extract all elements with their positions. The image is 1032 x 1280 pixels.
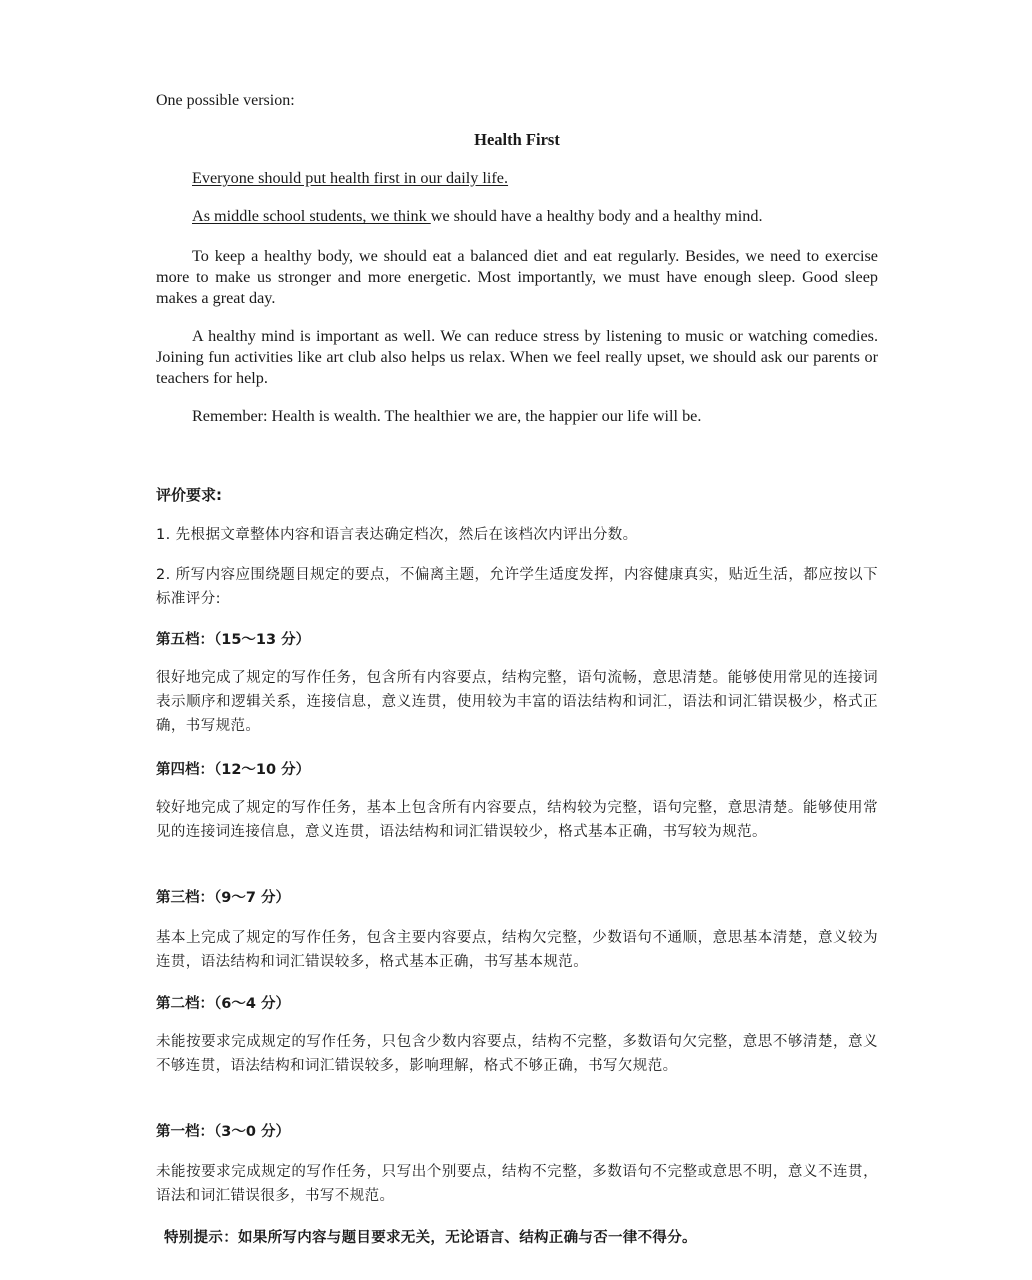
- essay-sentence-underlined: Everyone should put health first in our daily life.: [192, 169, 509, 187]
- level-3-description: 基本上完成了规定的写作任务，包含主要内容要点，结构欠完整，少数语句不通顺，意思基本清楚，意义较为连贯，语法结构和词汇错误较多，格式基本正确，书写基本规范。: [156, 930, 878, 970]
- essay-paragraph-1: [156, 168, 878, 189]
- essay-phrase-underlined: As middle school students, we think: [192, 207, 431, 225]
- essay-phrase-rest: we should have a healthy body and a healthy mind.: [430, 207, 763, 225]
- level-4-description: 较好地完成了规定的写作任务，基本上包含所有内容要点，结构较为完整，语句完整，意思清楚。能够使用常见的连接词连接信息，意义连贯，语法结构和词汇错误较少，格式基本正确，书写较为规范。: [156, 800, 878, 840]
- essay-paragraph-3: To keep a healthy body, we should eat a balanced diet and eat regularly. Besides, we need to exercise more to make us stronger and more energetic. Most importantly, we must have enough sleep. Good sleep makes a great day.: [156, 247, 878, 307]
- intro-label: One possible version:: [156, 92, 295, 109]
- level-4-title: 第四档：（12～10 分）: [156, 762, 311, 778]
- level-5-description: 很好地完成了规定的写作任务，包含所有内容要点，结构完整，语句流畅，意思清楚。能够使用常见的连接词表示顺序和逻辑关系，连接信息，意义连贯，使用较为丰富的语法结构和词汇，语法和词汇错误极少，格式正确，书写规范。: [156, 670, 878, 734]
- level-5-title: 第五档：（15～13 分）: [156, 632, 311, 648]
- level-2-title: 第二档：（6～4 分）: [156, 996, 290, 1012]
- essay-title: Health First: [474, 130, 560, 149]
- essay-paragraph-2: [156, 206, 878, 227]
- rubric-heading: 评价要求:: [156, 486, 222, 504]
- level-2-description: 未能按要求完成规定的写作任务，只包含少数内容要点，结构不完整，多数语句欠完整，意思不够清楚，意义不够连贯，语法结构和词汇错误较多，影响理解，格式不够正确，书写欠规范。: [156, 1034, 878, 1074]
- level-1-description: 未能按要求完成规定的写作任务，只写出个别要点，结构不完整，多数语句不完整或意思不明，意义不连贯，语法和词汇错误很多，书写不规范。: [156, 1164, 878, 1204]
- level-3-title: 第三档：（9～7 分）: [156, 890, 290, 906]
- special-note: 特别提示：如果所写内容与题目要求无关，无论语言、结构正确与否一律不得分。: [164, 1230, 697, 1246]
- essay-paragraph-4: A healthy mind is important as well. We can reduce stress by listening to music or watching comedies. Joining fun activities like art club also helps us relax. When we feel really upset, we should ask our parents or teachers for help.: [156, 327, 878, 387]
- essay-paragraph-5: Remember: Health is wealth. The healthier we are, the happier our life will be.: [192, 407, 702, 425]
- rubric-rule-1: 1. 先根据文章整体内容和语言表达确定档次，然后在该档次内评出分数。: [156, 527, 638, 543]
- level-1-title: 第一档：（3～0 分）: [156, 1124, 290, 1140]
- rubric-rule-2: 2. 所写内容应围绕题目规定的要点，不偏离主题，允许学生适度发挥，内容健康真实，贴近生活，都应按以下标准评分:: [156, 567, 878, 607]
